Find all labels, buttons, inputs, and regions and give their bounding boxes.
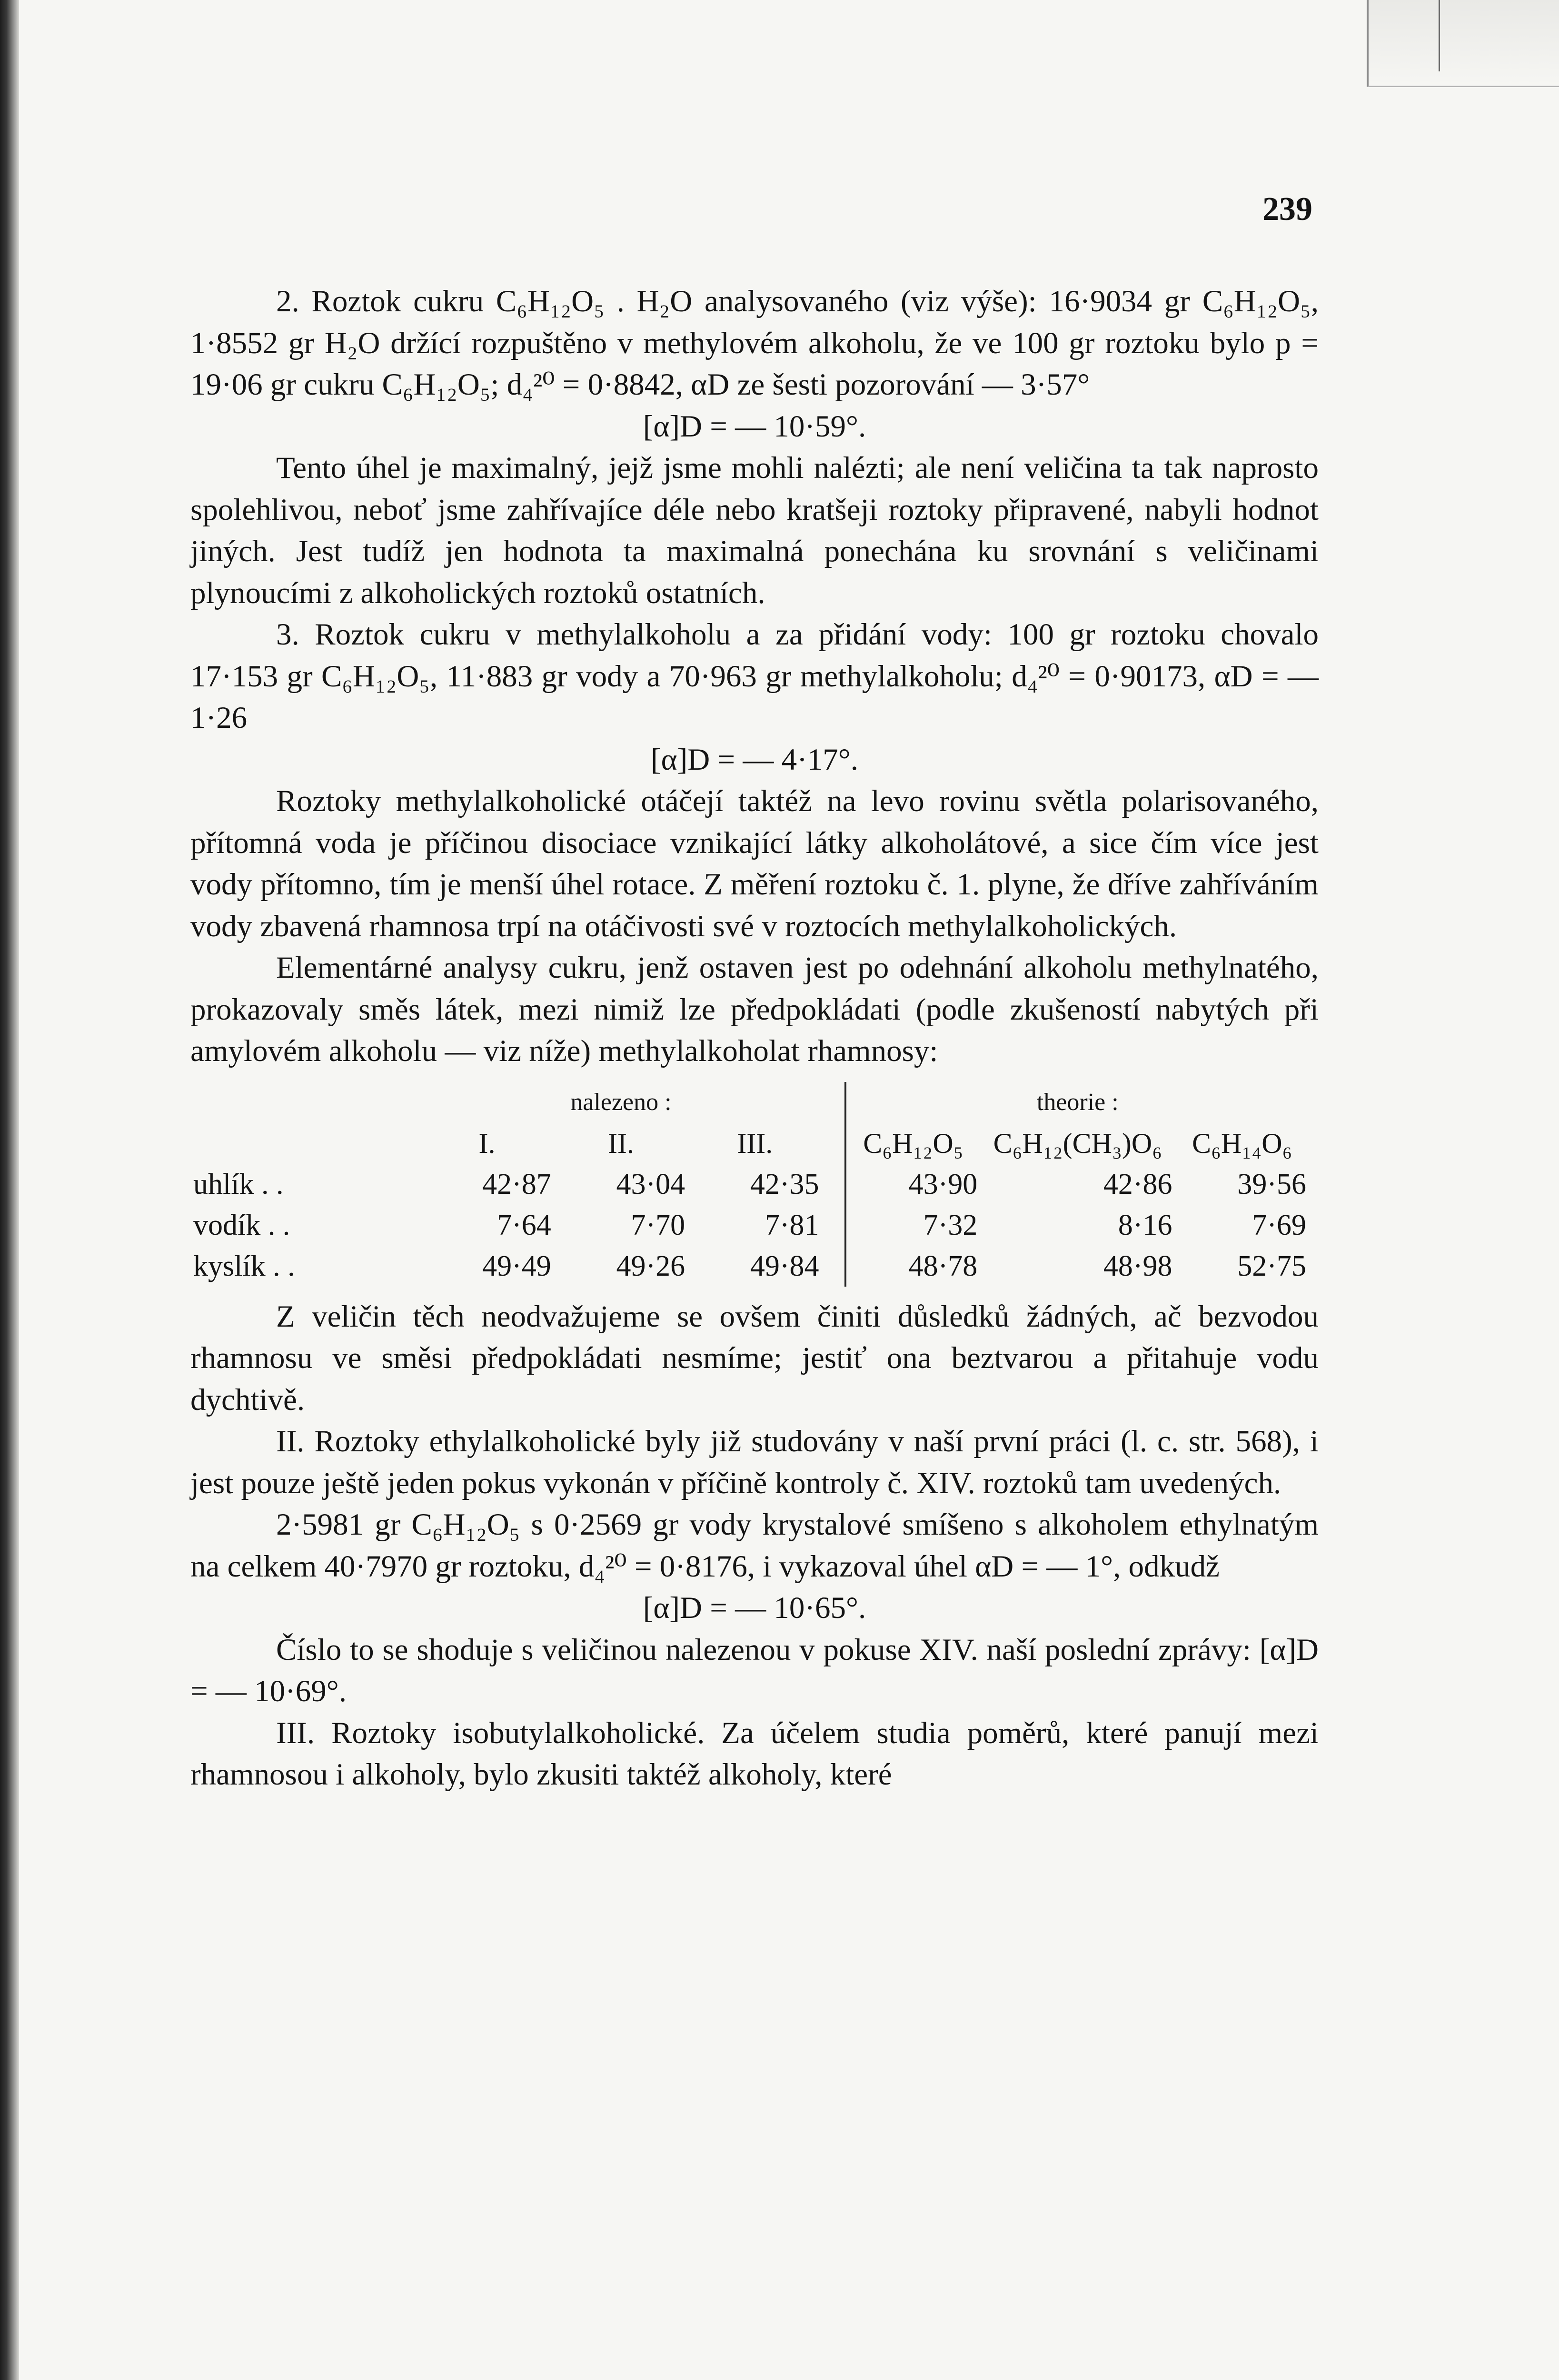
- col-theory-1: C₆H₁₂O₅: [863, 1127, 963, 1159]
- paragraph-3: 3. Roztok cukru v methylalkoholu a za přidání vody: 100 gr roztoku chovalo 17·153 gr C₆H₁₂O₅, 11·883 gr vody a 70·963 gr methylalkoholu; d₄²⁰ = 0·90173, αD = — 1·26: [190, 617, 1319, 735]
- row-label: vodík . .: [193, 1209, 290, 1241]
- col-found-3: III.: [737, 1127, 773, 1159]
- col-theory-3: C₆H₁₄O₆: [1192, 1127, 1292, 1159]
- paragraph-2: 2. Roztok cukru C₆H₁₂O₅ . H₂O analysovaného (viz výše): 16·9034 gr C₆H₁₂O₅, 1·8552 gr H₂O držící rozpuštěno v methylovém alkoholu, že ve 100 gr roztoku bylo p = 19·06 gr cukru C₆H₁₂O₅; d₄²⁰ = 0·8842, αD ze šesti pozorování — 3·57°: [190, 284, 1319, 402]
- paragraph-cislo: Číslo to se shoduje s veličinou nalezenou v pokuse XIV. naší poslední zprávy: [α]D = — 10·69°.: [190, 1632, 1319, 1708]
- scan-corner-mark: [1367, 0, 1559, 87]
- table-cell: 7·69: [1252, 1209, 1306, 1241]
- table-cell: 7·70: [631, 1209, 685, 1241]
- group-found-label: nalezeno :: [570, 1088, 672, 1116]
- paragraph-tento: Tento úhel je maximalný, jejž jsme mohli nalézti; ale není veličina ta tak naprosto spolehlivou, neboť jsme zahřívajíce déle nebo kratšeji roztoky připravené, nabyli hodnot jiných. Jest tudíž jen hodnota ta maximalná ponechána ku srovnání s veličinami plynoucími z alkoholických roztoků ostatních.: [190, 451, 1319, 610]
- table-cell: 42·35: [750, 1168, 819, 1200]
- analysis-table: [190, 1082, 1309, 1287]
- paragraph-ethyl: II. Roztoky ethylalkoholické byly již studovány v naší první práci (l. c. str. 568), i jest pouze ještě jeden pokus vykonán v příčině kontroly č. XIV. roztoků tam uvedených.: [190, 1424, 1319, 1500]
- table-cell: 43·04: [616, 1168, 685, 1200]
- paragraph-roztoky: Roztoky methylalkoholické otáčejí taktéž na levo rovinu světla polarisovaného, přítomná voda je příčinou disociace vznikající látky alkoholátové, a sice čím více jest vody přítomno, tím je menší úhel rotace. Z měření roztoku č. 1. plyne, že dříve zahříváním vody zbavená rhamnosa trpí na otáčivosti své v roztocích methylalkoholických.: [190, 784, 1319, 943]
- paragraph-2-5981: 2·5981 gr C₆H₁₂O₅ s 0·2569 gr vody krystalové smíšeno s alkoholem ethylnatým na celkem 40·7970 gr roztoku, d₄²⁰ = 0·8176, i vykazoval úhel αD = — 1°, odkudž: [190, 1507, 1319, 1584]
- formula-3: [α]D = — 10·65°.: [643, 1591, 866, 1625]
- table-cell: 49·84: [750, 1250, 819, 1282]
- table-cell: 7·32: [923, 1209, 978, 1241]
- col-found-2: II.: [607, 1127, 634, 1159]
- table-cell: 8·16: [1118, 1209, 1172, 1241]
- table-cell: 49·26: [616, 1250, 685, 1282]
- page-number: 239: [1262, 191, 1312, 228]
- table-cell: 43·90: [908, 1168, 978, 1200]
- table-cell: 48·78: [908, 1250, 978, 1282]
- group-theory-label: theorie :: [1036, 1088, 1119, 1116]
- formula-1: [α]D = — 10·59°.: [643, 409, 866, 444]
- table-cell: 7·64: [497, 1209, 551, 1241]
- table-row: [190, 1205, 1309, 1246]
- table-cell: 39·56: [1237, 1168, 1306, 1200]
- scan-page-edge: [0, 0, 19, 2380]
- table-cell: 52·75: [1237, 1250, 1306, 1282]
- table-cell: 7·81: [765, 1209, 819, 1241]
- table-row: [190, 1246, 1309, 1287]
- table-cell: 49·49: [482, 1250, 551, 1282]
- row-label: uhlík . .: [193, 1168, 284, 1200]
- table-cell: 42·87: [482, 1168, 551, 1200]
- table-cell: 42·86: [1103, 1168, 1172, 1200]
- formula-2: [α]D = — 4·17°.: [650, 742, 859, 777]
- col-theory-2: C₆H₁₂(CH₃)O₆: [993, 1127, 1162, 1159]
- paragraph-isobutyl: III. Roztoky isobutylalkoholické. Za účelem studia poměrů, které panují mezi rhamnosou i alkoholy, bylo zkusiti taktéž alkoholy, které: [190, 1716, 1319, 1792]
- table-cell: 48·98: [1103, 1250, 1172, 1282]
- table-row: [190, 1164, 1309, 1205]
- row-label: kyslík . .: [193, 1250, 295, 1282]
- paragraph-elementarne: Elementárné analysy cukru, jenž ostaven jest po odehnání alkoholu methylnatého, prokazovaly směs látek, mezi nimiž lze předpokládati (podle zkušeností nabytých při amylovém alkoholu — viz níže) methylalkoholat rhamnosy:: [190, 951, 1319, 1068]
- paragraph-z-velicin: Z veličin těch neodvažujeme se ovšem činiti důsledků žádných, ač bezvodou rhamnosu ve směsi předpokládati nesmíme; jestiť ona beztvarou a přitahuje vodu dychtivě.: [190, 1299, 1319, 1417]
- col-found-1: I.: [478, 1127, 496, 1159]
- body-text: [190, 281, 1319, 1796]
